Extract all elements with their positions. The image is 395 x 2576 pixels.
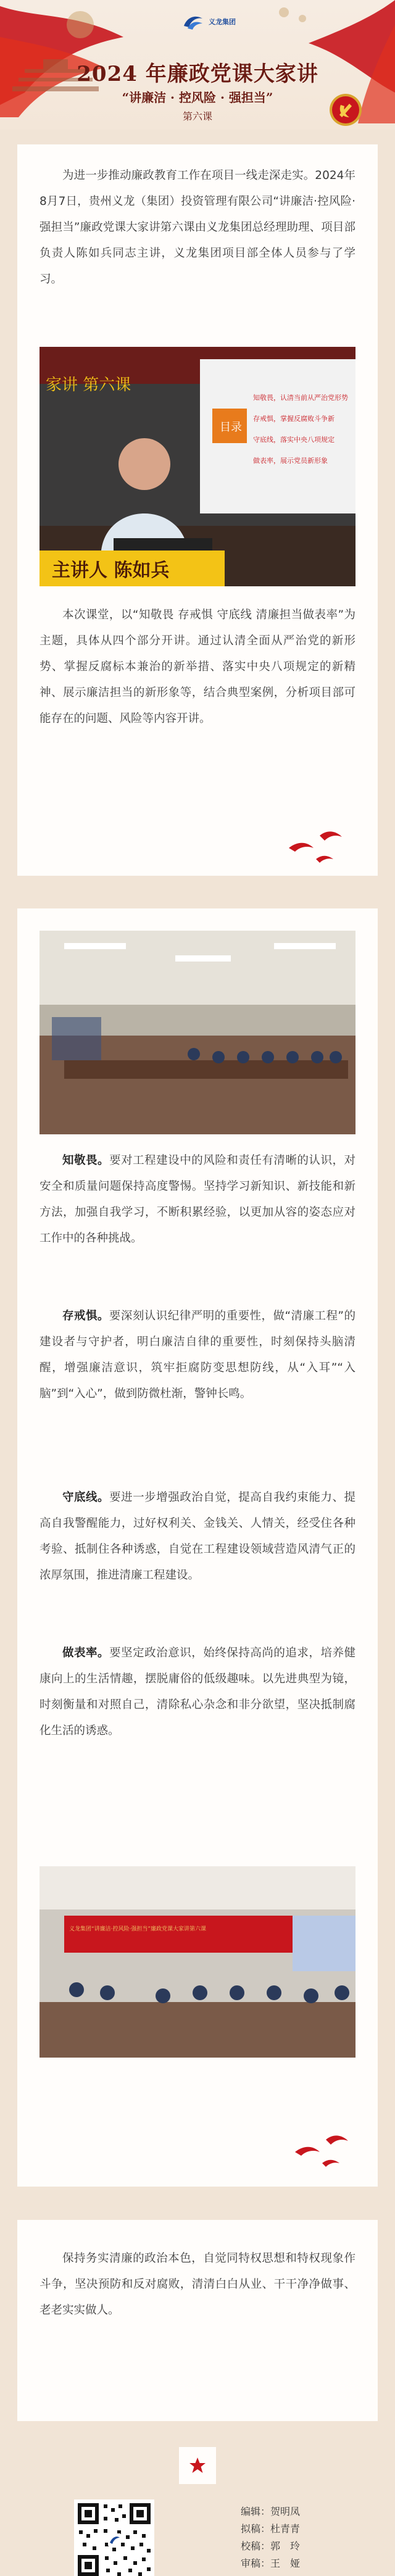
point-1-keyword: 知敬畏。 bbox=[62, 1154, 110, 1167]
point-1-paragraph bbox=[40, 1148, 356, 1252]
red-star-icon bbox=[188, 2456, 207, 2475]
photo-toc-item-1: 知敬畏，认清当前从严治党形势 bbox=[253, 394, 348, 402]
credit-proofreader: 校稿：郭 玲 bbox=[241, 2540, 301, 2552]
star-decoration bbox=[179, 2447, 216, 2484]
key-points-card bbox=[17, 908, 378, 2187]
lecture-photo-speaker bbox=[40, 347, 356, 586]
audience-photo-illustration bbox=[40, 931, 356, 1134]
group-photo-banner-text: 义龙集团“讲廉洁·控风险·强担当”廉政党课大家讲第六课 bbox=[69, 1926, 207, 1932]
point-4-text: 要坚定政治意识，始终保持高尚的追求，培养健康向上的生活情趣，摆脱庸俗的低级趣味。以先进典型为镜，时刻衡量和对照自己，清除私心杂念和非分欲望，坚决抵制腐化生活的诱惑。 bbox=[40, 1647, 356, 1737]
closing-card bbox=[17, 2220, 378, 2421]
yilong-logo-icon bbox=[181, 12, 205, 31]
credit-drafter: 拟稿：杜青青 bbox=[241, 2523, 301, 2535]
birds-decoration-icon-2 bbox=[289, 2127, 357, 2171]
point-2-text: 要深刻认识纪律严明的重要性，做“清廉工程”的建设者与守护者，明白廉洁自律的重要性，时刻保持头脑清醒，增强廉洁意识，筑牢拒腐防变思想防线，从“入耳”“入脑”到“入心”，做到防微杜渐，警钟长鸣。 bbox=[40, 1310, 356, 1400]
party-emblem-icon bbox=[328, 93, 363, 127]
credit-editor: 编辑：贺明凤 bbox=[241, 2506, 301, 2517]
episode-label: 第六课 bbox=[182, 110, 212, 122]
photo-toc-item-2: 存戒惧，掌握反腐败斗争新 bbox=[253, 415, 335, 423]
qr-code-icon bbox=[74, 2499, 154, 2576]
speaker-photo-illustration bbox=[40, 347, 356, 586]
header-banner bbox=[0, 0, 395, 130]
credit-reviewer: 审稿：王 娅 bbox=[241, 2557, 301, 2569]
page-title: 2024 年廉政党课大家讲 bbox=[77, 62, 318, 86]
closing-paragraph: 保持务实清廉的政治本色，自觉同特权思想和特权现象作斗争，坚决预防和反对腐败，清清白白从业、干干净净做事、老老实实做人。 bbox=[40, 2252, 356, 2317]
logo-text: 义龙集团 bbox=[209, 18, 236, 26]
editor-credits bbox=[241, 2503, 300, 2572]
lecture-photo-group bbox=[40, 1866, 356, 2058]
point-3-text: 要进一步增强政治自觉，提高自我约束能力、提高自我警醒能力，过好权利关、金钱关、人情关，经受住各种考验、抵制住各种诱惑，自觉在工程建设领域营造风清气正的浓厚氛围，推进清廉工程建设。 bbox=[40, 1491, 356, 1582]
photo-toc-label: 目录 bbox=[220, 421, 242, 434]
point-4-paragraph bbox=[40, 1640, 356, 1744]
group-photo-illustration bbox=[40, 1866, 356, 2058]
photo-toc-item-3: 守底线，落实中央八项规定 bbox=[253, 436, 335, 444]
content-paragraph: 本次课堂，以“知敬畏 存戒惧 守底线 清廉担当做表率”为主题，具体从四个部分开讲。通过认清全面从严治党的新形势、掌握反腐标本兼治的新举措、落实中央八项规定的新精神、展示廉洁担当的新形象等，结合典型案例，分析项目部可能存在的问题、风险等内容开讲。 bbox=[40, 609, 356, 725]
page-subtitle: “讲廉洁 · 控风险 · 强担当” bbox=[122, 90, 273, 105]
footer bbox=[74, 2499, 321, 2574]
photo-banner-text: 家讲 第六课 bbox=[46, 376, 131, 394]
point-1-text: 要对工程建设中的风险和责任有清晰的认识，对安全和质量问题保持高度警惕。坚持学习新知识、新技能和新方法，加强自我学习，不断积累经验，以更加从容的姿态应对工作中的各种挑战。 bbox=[40, 1154, 356, 1245]
point-4-keyword: 做表率。 bbox=[62, 1647, 110, 1660]
photo-speaker-label: 主讲人 陈如兵 bbox=[52, 560, 170, 581]
point-3-keyword: 守底线。 bbox=[62, 1491, 110, 1504]
intro-card bbox=[17, 144, 378, 876]
company-logo bbox=[181, 12, 236, 31]
birds-decoration-icon bbox=[283, 823, 351, 866]
intro-paragraph: 为进一步推动廉政教育工作在项目一线走深走实。2024年8月7日，贵州义龙（集团）投资管理有限公司“讲廉洁·控风险·强担当”廉政党课大家讲第六课由义龙集团总经理助理、项目部负责人陈如兵同志主讲，义龙集团项目部全体人员参与了学习。 bbox=[40, 169, 356, 286]
point-2-paragraph bbox=[40, 1303, 356, 1407]
photo-toc-item-4: 做表率，展示党员新形象 bbox=[253, 457, 328, 465]
point-3-paragraph bbox=[40, 1485, 356, 1589]
lecture-photo-audience bbox=[40, 931, 356, 1134]
point-2-keyword: 存戒惧。 bbox=[62, 1310, 109, 1323]
